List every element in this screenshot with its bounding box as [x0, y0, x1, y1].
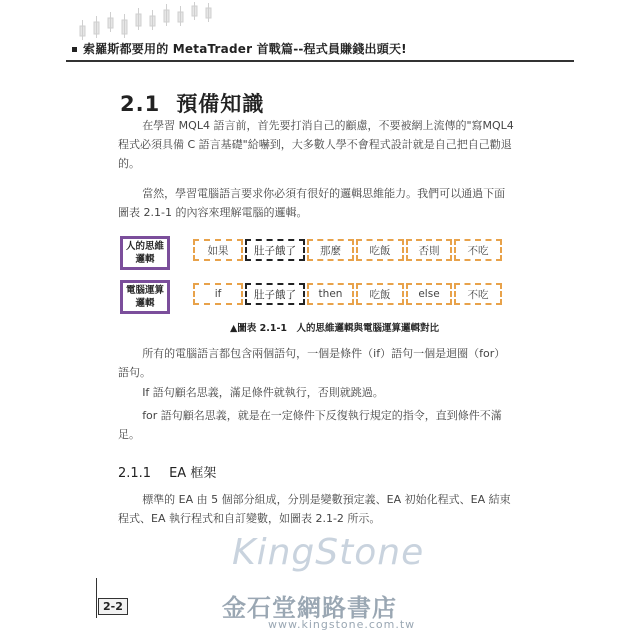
human-token: 如果: [193, 239, 243, 261]
page-number: 2-2: [98, 598, 128, 615]
paragraph: 在學習 MQL4 語言前，首先要打消自己的顧慮，不要被網上流傳的"寫MQL4 程式必須具備 C 語言基礎"給嚇到，大多數人學不會程式設計就是自己把自己勸退的。: [118, 119, 514, 170]
computer-logic-label: 電腦運算邏輯: [120, 280, 170, 314]
subsection-heading: [118, 462, 216, 481]
header-chart-decoration: [70, 0, 240, 42]
footer-rule: [96, 578, 97, 618]
paragraph: If 語句顧名思義，滿足條件就執行，否則就跳過。: [142, 386, 384, 399]
computer-token: 肚子餓了: [245, 283, 305, 305]
human-token: 否則: [406, 239, 452, 261]
computer-token: 吃飯: [356, 283, 404, 305]
human-logic-label: 人的思維邏輯: [120, 236, 170, 270]
paragraph: 當然，學習電腦語言要求你必須有很好的邏輯思維能力。我們可以通過下面圖表 2.1-1 的內容來理解電腦的邏輯。: [118, 187, 506, 219]
human-token: 那麼: [307, 239, 354, 261]
computer-token: else: [406, 283, 452, 305]
human-token: 不吃: [454, 239, 502, 261]
computer-token: 不吃: [454, 283, 502, 305]
subsection-number: 2.1.1: [118, 466, 152, 481]
paragraph: 所有的電腦語言都包含兩個語句，一個是條件（if）語句一個是迴圈（for）語句。: [118, 347, 506, 379]
section-number: 2.1: [120, 92, 161, 116]
human-token: 肚子餓了: [245, 239, 305, 261]
computer-token: then: [307, 283, 354, 305]
computer-token: if: [193, 283, 243, 305]
paragraph: 標準的 EA 由 5 個部分組成，分別是變數預定義、EA 初始化程式、EA 結束程式、EA 執行程式和自訂變數，如圖表 2.1-2 所示。: [118, 493, 511, 525]
header-divider: [66, 60, 574, 62]
section-title: 預備知識: [176, 92, 265, 116]
bullet-icon: [72, 47, 77, 52]
figure-caption: ▲圖表 2.1-1 人的思維邏輯與電腦運算邏輯對比: [230, 323, 439, 334]
watermark-brand-en: KingStone: [232, 532, 425, 573]
watermark-brand-cn: 金石堂網路書店: [222, 593, 397, 622]
paragraph: for 語句顧名思義，就是在一定條件下反復執行規定的指令，直到條件不滿足。: [118, 409, 502, 441]
book-title: 索羅斯都要用的 MetaTrader 首戰篇--程式員賺錢出頭天!: [72, 40, 407, 57]
watermark-url: www.kingstone.com.tw: [268, 618, 416, 631]
section-heading: [120, 88, 264, 118]
subsection-title: EA 框架: [169, 466, 217, 481]
human-token: 吃飯: [356, 239, 404, 261]
